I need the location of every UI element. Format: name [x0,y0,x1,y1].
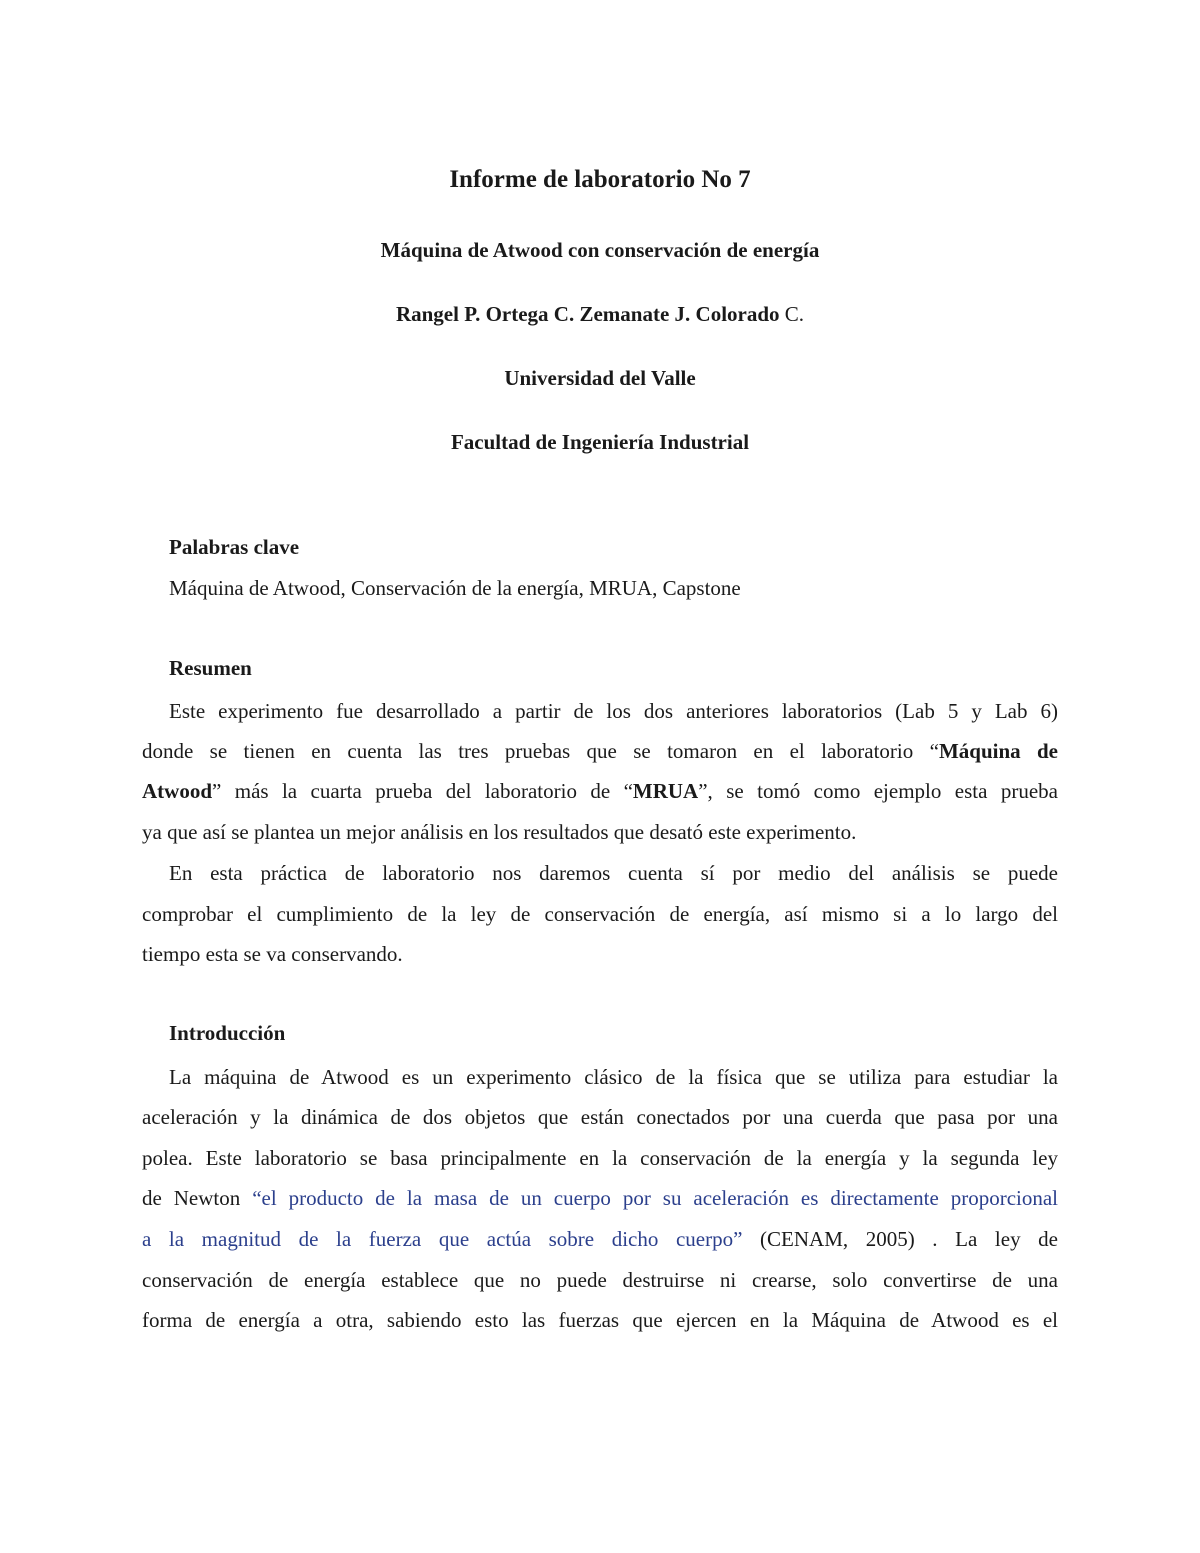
resumen-line [142,736,1058,766]
resumen-line: Este experimento fue desarrollado a partir de los dos anteriores laboratorios (Lab 5 y Lab 6) [169,699,1058,723]
document-title: Informe de laboratorio No 7 [449,166,751,193]
resumen-text: ”, se tomó como ejemplo esta prueba [698,779,1058,803]
keywords-heading: Palabras clave [169,535,300,559]
newton-quote: a la magnitud de la fuerza que actúa sobre dicho cuerpo” [142,1227,743,1251]
intro-line [142,1183,1058,1213]
resumen-line [142,776,1058,806]
intro-line: polea. Este laboratorio se basa principalmente en la conservación de la energía y la segunda ley [142,1146,1058,1170]
university-name: Universidad del Valle [504,366,696,390]
intro-line [142,1224,1058,1254]
resumen-text: ” más la cuarta prueba del laboratorio de “ [212,779,633,803]
intro-text: (CENAM, 2005) . La ley de [742,1227,1058,1251]
resumen-bold-text: Atwood [142,779,213,803]
resumen-line: En esta práctica de laboratorio nos daremos cuenta sí por medio del análisis se puede [169,861,1058,885]
resumen-text: donde se tienen en cuenta las tres pruebas que se tomaron en el laboratorio “ [142,739,939,763]
intro-line: forma de energía a otra, sabiendo esto las fuerzas que ejercen en la Máquina de Atwood es el [142,1308,1058,1332]
resumen-bold-text: Máquina de [938,739,1058,763]
intro-text: de Newton [142,1186,253,1210]
newton-quote: “el producto de la masa de un cuerpo por su aceleración es directamente proporcional [252,1186,1059,1210]
intro-line: conservación de energía establece que no puede destruirse ni crearse, solo convertirse de una [142,1268,1058,1292]
document-subtitle: Máquina de Atwood con conservación de energía [380,238,820,262]
authors-line [0,302,1200,327]
authors-main: Rangel P. Ortega C. Zemanate J. Colorado [395,302,780,326]
faculty-name: Facultad de Ingeniería Industrial [450,430,750,454]
intro-line: aceleración y la dinámica de dos objetos que están conectados por una cuerda que pasa por una [142,1105,1058,1129]
intro-line: La máquina de Atwood es un experimento clásico de la física que se utiliza para estudiar la [169,1065,1058,1089]
resumen-heading: Resumen [169,656,252,680]
introduccion-heading: Introducción [169,1021,286,1045]
resumen-line: comprobar el cumplimiento de la ley de conservación de energía, así mismo si a lo largo del [142,902,1058,926]
resumen-line: ya que así se plantea un mejor análisis en los resultados que desató este experimento. [142,820,857,844]
resumen-bold-text: MRUA [632,779,699,803]
authors-last: C. [779,302,805,326]
resumen-line: tiempo esta se va conservando. [142,942,403,966]
keywords-text: Máquina de Atwood, Conservación de la energía, MRUA, Capstone [169,576,741,600]
